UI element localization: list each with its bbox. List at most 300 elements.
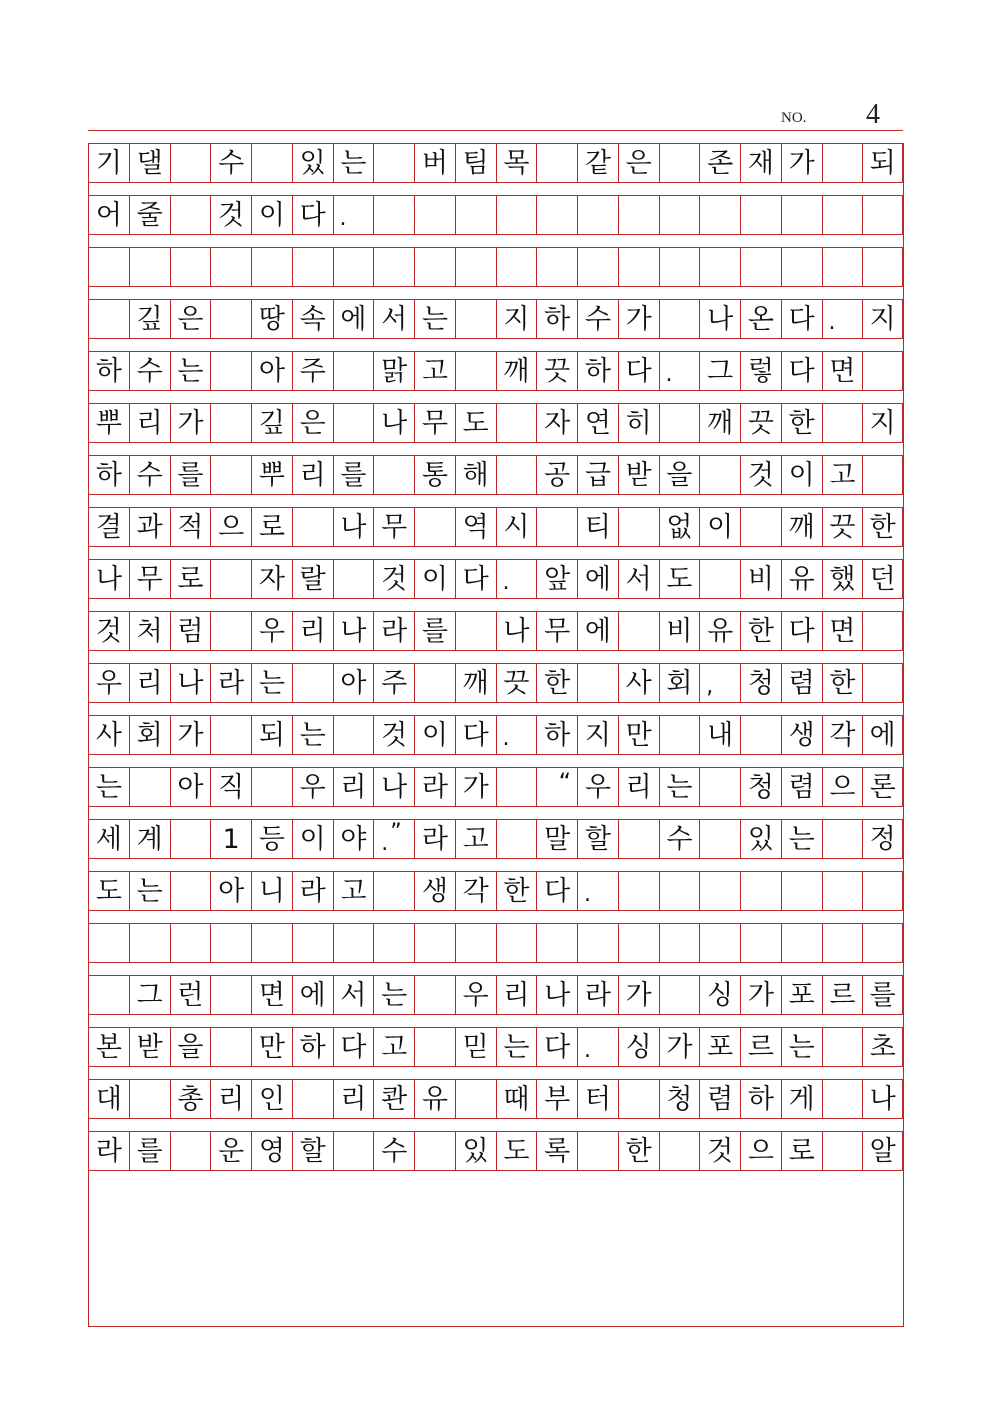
manuscript-cell: 대 bbox=[88, 1080, 129, 1118]
manuscript-cell: 깨 bbox=[496, 352, 537, 390]
manuscript-row bbox=[88, 247, 903, 287]
manuscript-cell bbox=[210, 300, 251, 338]
manuscript-cell: 야 bbox=[333, 820, 374, 858]
manuscript-cell: . bbox=[659, 352, 700, 390]
manuscript-cell bbox=[292, 508, 333, 546]
manuscript-cell bbox=[740, 716, 781, 754]
manuscript-cell: 각 bbox=[455, 872, 496, 910]
manuscript-cell: 은 bbox=[170, 300, 211, 338]
manuscript-cell: 리 bbox=[292, 612, 333, 650]
manuscript-cell bbox=[210, 1028, 251, 1066]
manuscript-cell: 우 bbox=[577, 768, 618, 806]
manuscript-cell: 과 bbox=[129, 508, 170, 546]
manuscript-cell: 다 bbox=[536, 1028, 577, 1066]
manuscript-cell bbox=[414, 976, 455, 1014]
manuscript-row bbox=[88, 559, 903, 599]
manuscript-cell: 터 bbox=[577, 1080, 618, 1118]
manuscript-cell bbox=[862, 352, 903, 390]
manuscript-cell: 도 bbox=[659, 560, 700, 598]
manuscript-cell: 는 bbox=[373, 976, 414, 1014]
manuscript-cell bbox=[373, 872, 414, 910]
manuscript-cell: 끗 bbox=[740, 404, 781, 442]
manuscript-cell: 나 bbox=[333, 508, 374, 546]
manuscript-cell bbox=[659, 144, 700, 182]
manuscript-cell: 지 bbox=[577, 716, 618, 754]
manuscript-cell bbox=[618, 508, 659, 546]
manuscript-cell: 런 bbox=[170, 976, 211, 1014]
manuscript-cell: 팀 bbox=[455, 144, 496, 182]
manuscript-cell bbox=[129, 924, 170, 962]
manuscript-cell: 깊 bbox=[129, 300, 170, 338]
manuscript-row bbox=[88, 351, 903, 391]
manuscript-cell bbox=[496, 196, 537, 234]
manuscript-cell: 유 bbox=[781, 560, 822, 598]
manuscript-cell: 면 bbox=[822, 612, 863, 650]
manuscript-cell bbox=[333, 1132, 374, 1170]
manuscript-cell bbox=[659, 976, 700, 1014]
manuscript-cell: 하 bbox=[577, 352, 618, 390]
manuscript-cell: 없 bbox=[659, 508, 700, 546]
manuscript-cell bbox=[210, 924, 251, 962]
manuscript-cell bbox=[251, 248, 292, 286]
manuscript-cell: 다 bbox=[455, 560, 496, 598]
manuscript-cell: 도 bbox=[88, 872, 129, 910]
manuscript-cell bbox=[822, 144, 863, 182]
manuscript-cell: 은 bbox=[292, 404, 333, 442]
manuscript-cell: 땅 bbox=[251, 300, 292, 338]
manuscript-cell: 리 bbox=[333, 768, 374, 806]
manuscript-cell: 나 bbox=[496, 612, 537, 650]
manuscript-cell bbox=[455, 352, 496, 390]
manuscript-cell: 각 bbox=[822, 716, 863, 754]
manuscript-cell bbox=[414, 924, 455, 962]
manuscript-cell: 로 bbox=[170, 560, 211, 598]
manuscript-cell bbox=[536, 144, 577, 182]
manuscript-cell: 리 bbox=[618, 768, 659, 806]
manuscript-cell bbox=[659, 716, 700, 754]
manuscript-cell: 는 bbox=[414, 300, 455, 338]
manuscript-cell bbox=[740, 924, 781, 962]
manuscript-row bbox=[88, 143, 903, 183]
manuscript-cell bbox=[822, 248, 863, 286]
manuscript-cell: 록 bbox=[536, 1132, 577, 1170]
manuscript-cell bbox=[659, 872, 700, 910]
manuscript-cell bbox=[170, 248, 211, 286]
page-number: 4 bbox=[866, 99, 880, 130]
manuscript-cell: 게 bbox=[781, 1080, 822, 1118]
manuscript-cell: 그 bbox=[699, 352, 740, 390]
manuscript-cell bbox=[170, 924, 211, 962]
manuscript-cell bbox=[740, 196, 781, 234]
manuscript-cell bbox=[333, 924, 374, 962]
manuscript-cell: 총 bbox=[170, 1080, 211, 1118]
manuscript-cell: 주 bbox=[292, 352, 333, 390]
manuscript-row bbox=[88, 507, 903, 547]
manuscript-cell: 무 bbox=[536, 612, 577, 650]
manuscript-cell: 나 bbox=[699, 300, 740, 338]
page-number-label: NO. bbox=[781, 110, 807, 126]
manuscript-cell: 지 bbox=[862, 404, 903, 442]
manuscript-cell bbox=[251, 144, 292, 182]
manuscript-cell bbox=[373, 924, 414, 962]
manuscript-cell: 것 bbox=[740, 456, 781, 494]
manuscript-cell: 수 bbox=[210, 144, 251, 182]
manuscript-cell: . bbox=[577, 872, 618, 910]
manuscript-cell bbox=[618, 196, 659, 234]
manuscript-cell bbox=[618, 248, 659, 286]
manuscript-cell: 는 bbox=[292, 716, 333, 754]
manuscript-cell: 영 bbox=[251, 1132, 292, 1170]
manuscript-cell bbox=[292, 248, 333, 286]
manuscript-cell bbox=[781, 924, 822, 962]
manuscript-cell: 렴 bbox=[781, 768, 822, 806]
manuscript-cell: 수 bbox=[129, 456, 170, 494]
manuscript-cell: 고 bbox=[373, 1028, 414, 1066]
manuscript-cell: 는 bbox=[333, 144, 374, 182]
manuscript-cell bbox=[822, 1028, 863, 1066]
manuscript-cell: 나 bbox=[536, 976, 577, 1014]
manuscript-cell: 는 bbox=[129, 872, 170, 910]
manuscript-row bbox=[88, 195, 903, 235]
manuscript-cell: 뿌 bbox=[88, 404, 129, 442]
manuscript-cell bbox=[618, 872, 659, 910]
manuscript-cell bbox=[618, 924, 659, 962]
manuscript-cell: 한 bbox=[740, 612, 781, 650]
manuscript-cell: 를 bbox=[862, 976, 903, 1014]
manuscript-row bbox=[88, 455, 903, 495]
manuscript-cell: 로 bbox=[251, 508, 292, 546]
manuscript-cell: 운 bbox=[210, 1132, 251, 1170]
manuscript-cell: 한 bbox=[496, 872, 537, 910]
manuscript-cell: 유 bbox=[699, 612, 740, 650]
manuscript-cell: 내 bbox=[699, 716, 740, 754]
manuscript-cell: 다 bbox=[781, 352, 822, 390]
manuscript-cell bbox=[699, 456, 740, 494]
manuscript-cell: 직 bbox=[210, 768, 251, 806]
manuscript-cell: 가 bbox=[781, 144, 822, 182]
manuscript-cell: 렴 bbox=[781, 664, 822, 702]
manuscript-cell bbox=[862, 456, 903, 494]
manuscript-cell bbox=[455, 196, 496, 234]
manuscript-cell: 으 bbox=[822, 768, 863, 806]
manuscript-row bbox=[88, 1079, 903, 1119]
manuscript-cell: 이 bbox=[414, 560, 455, 598]
manuscript-cell bbox=[862, 924, 903, 962]
manuscript-cell bbox=[536, 924, 577, 962]
manuscript-cell: 으 bbox=[210, 508, 251, 546]
manuscript-cell: 가 bbox=[618, 300, 659, 338]
period-mark: . bbox=[381, 831, 389, 856]
manuscript-cell: 나 bbox=[88, 560, 129, 598]
manuscript-cell: 사 bbox=[618, 664, 659, 702]
manuscript-cell: 있 bbox=[292, 144, 333, 182]
manuscript-cell: . bbox=[577, 1028, 618, 1066]
manuscript-cell: 연 bbox=[577, 404, 618, 442]
manuscript-cell bbox=[455, 1080, 496, 1118]
manuscript-cell: 가 bbox=[659, 1028, 700, 1066]
manuscript-cell: 깨 bbox=[699, 404, 740, 442]
manuscript-cell: 적 bbox=[170, 508, 211, 546]
manuscript-cell: , bbox=[699, 664, 740, 702]
manuscript-cell: 만 bbox=[618, 716, 659, 754]
manuscript-cell: 하 bbox=[88, 352, 129, 390]
manuscript-cell: 자 bbox=[251, 560, 292, 598]
manuscript-cell: 끗 bbox=[822, 508, 863, 546]
manuscript-cell bbox=[862, 664, 903, 702]
manuscript-cell bbox=[659, 1132, 700, 1170]
manuscript-cell: 다 bbox=[292, 196, 333, 234]
manuscript-cell: 받 bbox=[129, 1028, 170, 1066]
manuscript-cell: 에 bbox=[577, 612, 618, 650]
manuscript-cell bbox=[699, 196, 740, 234]
manuscript-cell: 를 bbox=[414, 612, 455, 650]
manuscript-cell bbox=[496, 404, 537, 442]
manuscript-cell: 뿌 bbox=[251, 456, 292, 494]
manuscript-cell: 인 bbox=[251, 1080, 292, 1118]
manuscript-cell: 을 bbox=[170, 1028, 211, 1066]
manuscript-cell bbox=[618, 612, 659, 650]
manuscript-cell: 우 bbox=[292, 768, 333, 806]
manuscript-cell: 리 bbox=[129, 404, 170, 442]
manuscript-cell bbox=[781, 872, 822, 910]
manuscript-cell bbox=[740, 248, 781, 286]
manuscript-row bbox=[88, 923, 903, 963]
manuscript-cell: 리 bbox=[496, 976, 537, 1014]
manuscript-cell bbox=[740, 872, 781, 910]
manuscript-cell: 아 bbox=[210, 872, 251, 910]
manuscript-cell: 지 bbox=[862, 300, 903, 338]
manuscript-cell bbox=[577, 664, 618, 702]
manuscript-cell: 맑 bbox=[373, 352, 414, 390]
manuscript-cell: 부 bbox=[536, 1080, 577, 1118]
manuscript-cell: 라 bbox=[414, 768, 455, 806]
manuscript-cell bbox=[496, 768, 537, 806]
manuscript-cell: 수 bbox=[659, 820, 700, 858]
manuscript-cell bbox=[496, 248, 537, 286]
manuscript-cell: 아 bbox=[251, 352, 292, 390]
manuscript-cell: 본 bbox=[88, 1028, 129, 1066]
manuscript-cell bbox=[822, 924, 863, 962]
manuscript-cell: 론 bbox=[862, 768, 903, 806]
manuscript-cell: 줄 bbox=[129, 196, 170, 234]
manuscript-row bbox=[88, 715, 903, 755]
manuscript-cell: 던 bbox=[862, 560, 903, 598]
manuscript-cell: 는 bbox=[496, 1028, 537, 1066]
manuscript-cell bbox=[210, 456, 251, 494]
manuscript-cell bbox=[210, 716, 251, 754]
manuscript-cell: 니 bbox=[251, 872, 292, 910]
manuscript-cell: 서 bbox=[373, 300, 414, 338]
manuscript-cell: 에 bbox=[292, 976, 333, 1014]
manuscript-cell bbox=[822, 1080, 863, 1118]
manuscript-cell bbox=[455, 300, 496, 338]
manuscript-cell: 깨 bbox=[781, 508, 822, 546]
manuscript-cell bbox=[210, 248, 251, 286]
manuscript-cell: 이 bbox=[781, 456, 822, 494]
manuscript-cell: 끗 bbox=[496, 664, 537, 702]
manuscript-cell: 로 bbox=[781, 1132, 822, 1170]
manuscript-cell: 생 bbox=[414, 872, 455, 910]
manuscript-cell: 싱 bbox=[618, 1028, 659, 1066]
manuscript-cell: 나 bbox=[373, 768, 414, 806]
manuscript-cell: 자 bbox=[536, 404, 577, 442]
manuscript-cell: 다 bbox=[781, 612, 822, 650]
manuscript-cell bbox=[414, 1028, 455, 1066]
manuscript-cell bbox=[455, 248, 496, 286]
manuscript-cell: 한 bbox=[781, 404, 822, 442]
manuscript-cell: . bbox=[822, 300, 863, 338]
manuscript-cell bbox=[373, 820, 414, 858]
manuscript-cell: 통 bbox=[414, 456, 455, 494]
manuscript-cell bbox=[333, 248, 374, 286]
manuscript-cell: 처 bbox=[129, 612, 170, 650]
manuscript-cell: 우 bbox=[455, 976, 496, 1014]
manuscript-cell: 랄 bbox=[292, 560, 333, 598]
manuscript-cell bbox=[862, 612, 903, 650]
manuscript-cell: 것 bbox=[210, 196, 251, 234]
manuscript-cell: 아 bbox=[333, 664, 374, 702]
manuscript-cell: 세 bbox=[88, 820, 129, 858]
manuscript-cell: 가 bbox=[170, 404, 211, 442]
manuscript-cell bbox=[455, 924, 496, 962]
manuscript-cell bbox=[699, 924, 740, 962]
manuscript-cell bbox=[781, 248, 822, 286]
manuscript-cell bbox=[822, 1132, 863, 1170]
manuscript-cell: 주 bbox=[373, 664, 414, 702]
manuscript-cell: 계 bbox=[129, 820, 170, 858]
manuscript-row bbox=[88, 663, 903, 703]
manuscript-cell: 럼 bbox=[170, 612, 211, 650]
manuscript-cell bbox=[659, 300, 700, 338]
manuscript-cell: 이 bbox=[292, 820, 333, 858]
manuscript-cell: 속 bbox=[292, 300, 333, 338]
manuscript-cell bbox=[781, 196, 822, 234]
manuscript-cell: 이 bbox=[414, 716, 455, 754]
manuscript-cell: 가 bbox=[170, 716, 211, 754]
manuscript-cell bbox=[251, 924, 292, 962]
manuscript-cell: 다 bbox=[536, 872, 577, 910]
manuscript-cell: 한 bbox=[862, 508, 903, 546]
manuscript-cell: 포 bbox=[781, 976, 822, 1014]
manuscript-cell: 1 bbox=[210, 820, 251, 858]
manuscript-cell bbox=[88, 300, 129, 338]
manuscript-cell: 라 bbox=[373, 612, 414, 650]
manuscript-cell bbox=[699, 768, 740, 806]
manuscript-cell: 면 bbox=[822, 352, 863, 390]
manuscript-cell bbox=[414, 1132, 455, 1170]
manuscript-cell: 리 bbox=[210, 1080, 251, 1118]
manuscript-cell: 것 bbox=[88, 612, 129, 650]
manuscript-cell: 다 bbox=[455, 716, 496, 754]
manuscript-cell: 수 bbox=[373, 1132, 414, 1170]
manuscript-cell: 했 bbox=[822, 560, 863, 598]
manuscript-cell: 는 bbox=[170, 352, 211, 390]
manuscript-cell: 지 bbox=[496, 300, 537, 338]
manuscript-cell bbox=[414, 196, 455, 234]
manuscript-cell: 우 bbox=[88, 664, 129, 702]
manuscript-cell: 나 bbox=[333, 612, 374, 650]
manuscript-cell: 청 bbox=[740, 664, 781, 702]
manuscript-cell: 말 bbox=[536, 820, 577, 858]
manuscript-cell bbox=[88, 976, 129, 1014]
manuscript-cell bbox=[292, 664, 333, 702]
manuscript-cell bbox=[618, 1080, 659, 1118]
manuscript-cell bbox=[333, 716, 374, 754]
manuscript-cell: 끗 bbox=[536, 352, 577, 390]
manuscript-cell: 리 bbox=[333, 1080, 374, 1118]
manuscript-cell bbox=[699, 872, 740, 910]
manuscript-cell: 고 bbox=[455, 820, 496, 858]
manuscript-cell: 역 bbox=[455, 508, 496, 546]
manuscript-cell: 회 bbox=[659, 664, 700, 702]
manuscript-cell: 에 bbox=[577, 560, 618, 598]
manuscript-cell: 리 bbox=[129, 664, 170, 702]
manuscript-row bbox=[88, 871, 903, 911]
manuscript-row bbox=[88, 1027, 903, 1067]
manuscript-cell: 도 bbox=[496, 1132, 537, 1170]
manuscript-row bbox=[88, 819, 903, 859]
manuscript-cell: 해 bbox=[455, 456, 496, 494]
manuscript-cell: 에 bbox=[333, 300, 374, 338]
manuscript-cell bbox=[210, 404, 251, 442]
manuscript-cell: 것 bbox=[373, 716, 414, 754]
manuscript-cell bbox=[170, 872, 211, 910]
manuscript-cell: 렴 bbox=[699, 1080, 740, 1118]
manuscript-cell: 무 bbox=[129, 560, 170, 598]
manuscript-cell bbox=[536, 508, 577, 546]
manuscript-cell: 알 bbox=[862, 1132, 903, 1170]
manuscript-cell: 깨 bbox=[455, 664, 496, 702]
manuscript-cell: 고 bbox=[333, 872, 374, 910]
manuscript-cell: 하 bbox=[88, 456, 129, 494]
manuscript-cell bbox=[496, 820, 537, 858]
manuscript-cell bbox=[333, 352, 374, 390]
manuscript-cell bbox=[170, 196, 211, 234]
manuscript-cell bbox=[333, 404, 374, 442]
manuscript-cell: 가 bbox=[740, 976, 781, 1014]
manuscript-cell bbox=[699, 248, 740, 286]
manuscript-cell: 히 bbox=[618, 404, 659, 442]
manuscript-cell: 나 bbox=[170, 664, 211, 702]
manuscript-cell: 는 bbox=[659, 768, 700, 806]
manuscript-cell bbox=[129, 248, 170, 286]
manuscript-cell: 되 bbox=[862, 144, 903, 182]
manuscript-cell: 급 bbox=[577, 456, 618, 494]
manuscript-cell: . bbox=[496, 716, 537, 754]
manuscript-cell: 수 bbox=[129, 352, 170, 390]
manuscript-cell: 리 bbox=[292, 456, 333, 494]
manuscript-cell: 하 bbox=[536, 300, 577, 338]
manuscript-cell bbox=[822, 820, 863, 858]
manuscript-cell: 무 bbox=[414, 404, 455, 442]
manuscript-cell: 회 bbox=[129, 716, 170, 754]
manuscript-cell: 는 bbox=[781, 820, 822, 858]
manuscript-cell: 다 bbox=[781, 300, 822, 338]
manuscript-cell: 싱 bbox=[699, 976, 740, 1014]
manuscript-cell bbox=[536, 196, 577, 234]
manuscript-cell bbox=[862, 872, 903, 910]
manuscript-cell bbox=[536, 248, 577, 286]
manuscript-cell bbox=[822, 196, 863, 234]
manuscript-cell: 어 bbox=[88, 196, 129, 234]
manuscript-cell bbox=[577, 196, 618, 234]
manuscript-cell bbox=[659, 404, 700, 442]
manuscript-cell: 라 bbox=[210, 664, 251, 702]
manuscript-cell bbox=[292, 1080, 333, 1118]
manuscript-cell bbox=[414, 248, 455, 286]
manuscript-cell bbox=[659, 924, 700, 962]
manuscript-cell bbox=[170, 820, 211, 858]
